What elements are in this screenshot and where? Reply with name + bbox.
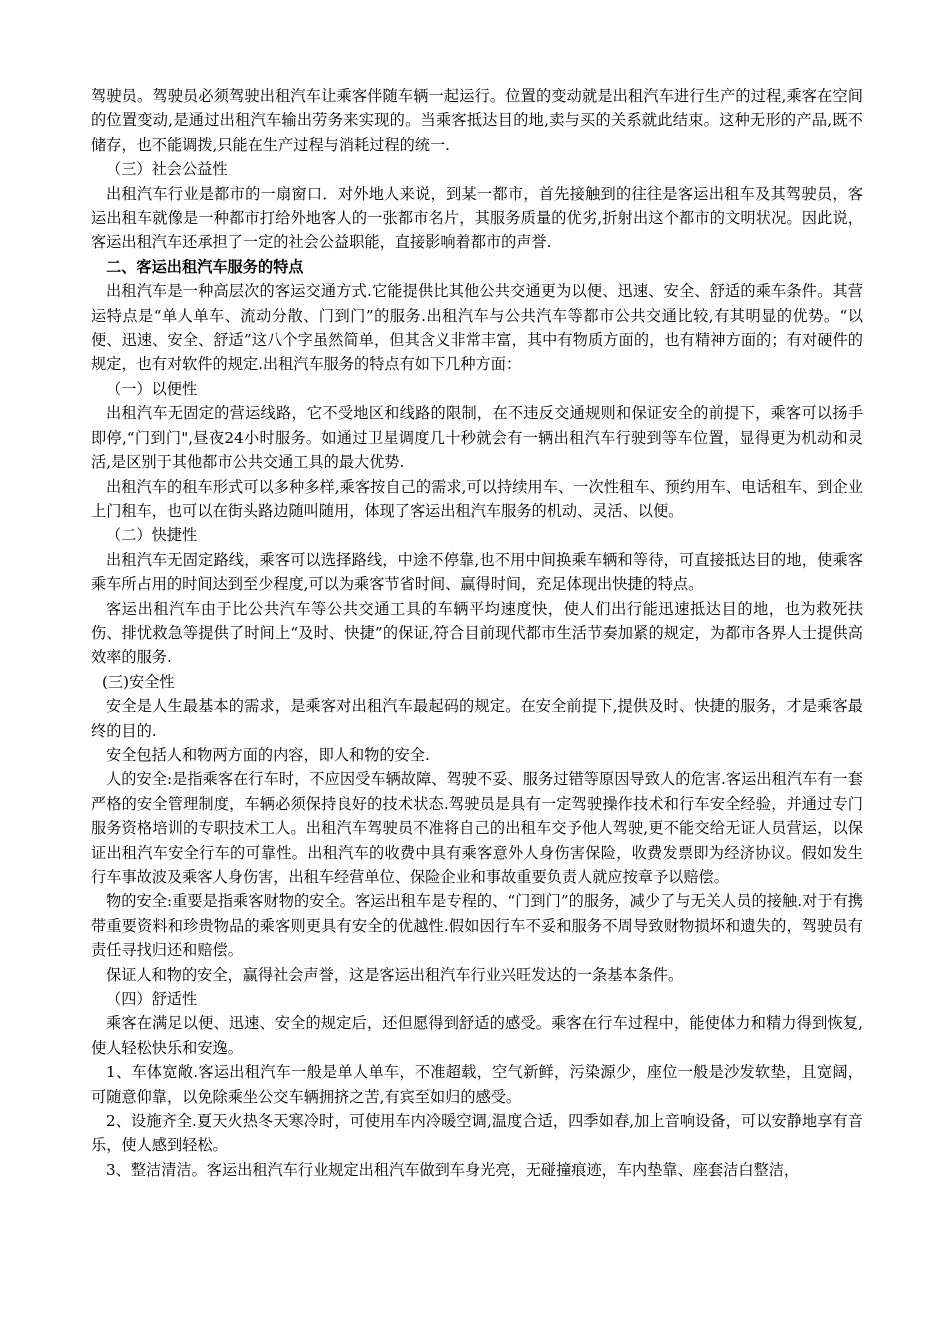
body-paragraph: 安全是人生最基本的需求，是乘客对出租汽车最起码的规定。在安全前提下,提供及时、快捷的服务，才是乘客最终的目的. — [91, 697, 863, 740]
body-paragraph: 出租汽车行业是都市的一扇窗口．对外地人来说，到某一都市，首先接触到的往往是客运出租车及其驾驶员，客运出租车就像是一种都市打给外地客人的一张都市名片，其服务质量的优劣,折射出这个都市的文明状况。因此说，客运出租汽车还承担了一定的社会公益职能，直接影响着都市的声誉. — [91, 184, 863, 252]
body-paragraph: 驾驶员。驾驶员必须驾驶出租汽车让乘客伴随车辆一起运行。位置的变动就是出租汽车进行生产的过程,乘客在空间的位置变动,是通过出租汽车输出劳务来实现的。当乘客抵达目的地,卖与买的关系就此结束。这种无形的产品,既不储存，也不能调拨,只能在生产过程与消耗过程的统一. — [91, 87, 863, 154]
body-paragraph: 安全包括人和物两方面的内容，即人和物的安全. — [106, 745, 430, 764]
document-page — [91, 84, 863, 1182]
body-paragraph: 出租汽车无固定的营运线路，它不受地区和线路的限制，在不违反交通规则和保证安全的前提下，乘客可以扬手即停,“门到门",昼夜24小时服务。如通过卫星调度几十秒就会有一辆出租汽车行驶到等车位置，显得更为机动和灵活,是区别于其他都市公共交通工具的最大优势. — [91, 404, 863, 472]
subsection-title: （四）舒适性 — [106, 990, 198, 1009]
subsection-title: （二）快捷性 — [106, 526, 198, 545]
list-paragraph: 1、车体宽敞.客运出租汽车一般是单人单车，不准超载，空气新鲜，污染源少，座位一般是沙发软垫，且宽阔，可随意仰靠，以免除乘坐公交车辆拥挤之苦,有宾至如归的感受。 — [91, 1063, 863, 1106]
list-paragraph: 2、设施齐全.夏天火热冬天寒冷时，可使用车内冷暖空调,温度合适，四季如春,加上音响设备，可以安静地享有音乐，使人感到轻松。 — [91, 1112, 863, 1155]
body-paragraph: 物的安全:重要是指乘客财物的安全。客运出租车是专程的、“门到门”的服务，减少了与无关人员的接触.对于有携带重要资料和珍贵物品的乘客则更具有安全的优越性.假如因行车不妥和服务不周导致财物损坏和遗失的，驾驶员有责任寻找归还和赔偿。 — [91, 892, 863, 960]
section-heading: 二、客运出租汽车服务的特点 — [106, 257, 304, 276]
list-paragraph: 3、整洁清洁。客运出租汽车行业规定出租汽车做到车身光亮，无碰撞痕迹，车内垫靠、座套洁白整洁， — [106, 1160, 800, 1179]
body-paragraph: 出租汽车是一种高层次的客运交通方式.它能提供比其他公共交通更为以便、迅速、安全、舒适的乘车条件。其营运特点是“单人单车、流动分散、门到门”的服务.出租汽车与公共汽车等都市公共交通比较,有其明显的优势。“以便、迅速、安全、舒适”这八个字虽然简单，但其含义非常丰富，其中有物质方面的，也有精神方面的；有对硬件的规定，也有对软件的规定.出租汽车服务的特点有如下几种方面： — [91, 282, 863, 374]
subsection-title: （三）社会公益性 — [106, 160, 228, 179]
body-paragraph: 保证人和物的安全，赢得社会声誉，这是客运出租汽车行业兴旺发达的一条基本条件。 — [106, 965, 684, 984]
body-paragraph: 乘客在满足以便、迅速、安全的规定后，还但愿得到舒适的感受。乘客在行车过程中，能使体力和精力得到恢复,使人轻松快乐和安逸。 — [91, 1014, 863, 1057]
subsection-title: （一）以便性 — [106, 379, 198, 398]
body-paragraph: 客运出租汽车由于比公共汽车等公共交通工具的车辆平均速度快，使人们出行能迅速抵达目的地，也为救死扶伤、排忧救急等提供了时间上“及时、快捷”的保证,符合目前现代都市生活节奏加紧的规定，为都市各界人士提供高效率的服务. — [91, 599, 863, 667]
body-paragraph: 出租汽车的租车形式可以多种多样,乘客按自己的需求,可以持续用车、一次性租车、预约用车、电话租车、到企业上门租车，也可以在街头路边随叫随用，体现了客运出租汽车服务的机动、灵活、以便。 — [91, 477, 863, 520]
subsection-title: (三)安全性 — [102, 672, 175, 691]
body-paragraph: 出租汽车无固定路线，乘客可以选择路线，中途不停靠,也不用中间换乘车辆和等待，可直接抵达目的地，使乘客乘车所占用的时间达到至少程度,可以为乘客节省时间、赢得时间，充足体现出快捷的特点。 — [91, 550, 863, 594]
body-paragraph: 人的安全:是指乘客在行车时，不应因受车辆故障、驾驶不妥、服务过错等原因导致人的危害.客运出租汽车有一套严格的安全管理制度，车辆必须保持良好的技术状态.驾驶员是具有一定驾驶操作技术和行车安全经验，并通过专门服务资格培训的专职技术工人。出租汽车驾驶员不准将自己的出租车交予他人驾驶,更不能交给无证人员营运，以保证出租汽车安全行车的可靠性。出租汽车的收费中具有乘客意外人身伤害保险，收费发票即为经济协议。假如发生行车事故波及乘客人身伤害，出租车经营单位、保险企业和事故重要负责人就应按章予以赔偿。 — [91, 770, 863, 886]
